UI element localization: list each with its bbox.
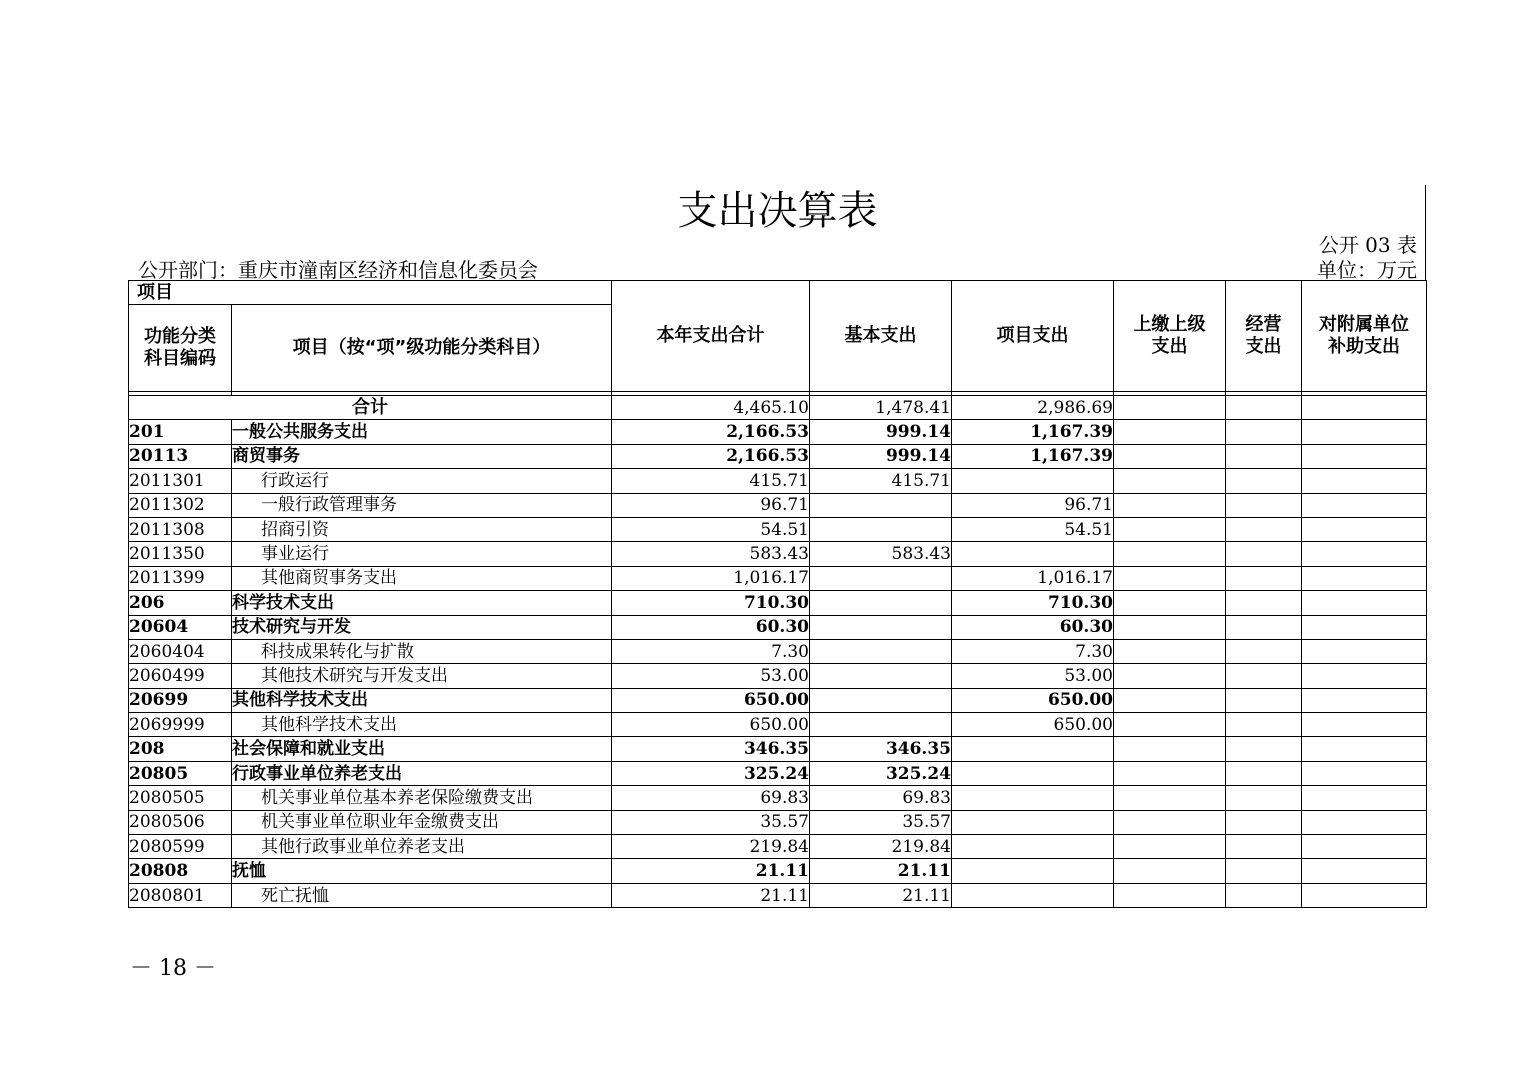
row-total: 53.00 [612,664,810,688]
row-code: 20805 [129,761,232,785]
table-row [129,469,1427,493]
row-upper [1114,859,1226,883]
row-total: 219.84 [612,835,810,859]
row-name: 科技成果转化与扩散 [232,639,612,663]
row-name: 行政事业单位养老支出 [232,761,612,785]
row-basic [810,639,952,663]
row-basic: 999.14 [810,444,952,468]
row-code: 20808 [129,859,232,883]
row-subsidy [1302,761,1427,785]
row-total: 60.30 [612,615,810,639]
row-basic: 35.57 [810,810,952,834]
row-upper [1114,761,1226,785]
row-name: 招商引资 [232,517,612,541]
row-business [1226,737,1302,761]
row-upper [1114,566,1226,590]
row-business [1226,713,1302,737]
row-upper [1114,444,1226,468]
row-business [1226,444,1302,468]
row-project: 60.30 [952,615,1114,639]
table-row [129,517,1427,541]
row-subsidy [1302,810,1427,834]
row-code: 2069999 [129,713,232,737]
row-name: 商贸事务 [232,444,612,468]
row-total: 2,166.53 [612,444,810,468]
table-row [129,761,1427,785]
row-upper [1114,517,1226,541]
row-subsidy [1302,469,1427,493]
row-project [952,859,1114,883]
table-row [129,542,1427,566]
row-total: 21.11 [612,883,810,907]
table-row [129,664,1427,688]
table-row [129,835,1427,859]
row-subsidy [1302,859,1427,883]
row-total: 96.71 [612,493,810,517]
table-row [129,420,1427,444]
row-total: 54.51 [612,517,810,541]
row-subsidy [1302,493,1427,517]
row-business [1226,859,1302,883]
unit-label: 单位：万元 [1317,258,1417,282]
row-name: 其他科学技术支出 [232,688,612,712]
row-basic [810,591,952,615]
row-upper [1114,835,1226,859]
row-name: 机关事业单位基本养老保险缴费支出 [232,786,612,810]
row-subsidy [1302,664,1427,688]
row-basic: 325.24 [810,761,952,785]
row-project: 710.30 [952,591,1114,615]
header-upper-text: 上缴上级支出 [1133,314,1206,357]
row-upper [1114,810,1226,834]
row-subsidy [1302,591,1427,615]
row-code: 2011301 [129,469,232,493]
row-project: 1,167.39 [952,420,1114,444]
row-subsidy [1302,566,1427,590]
page-number: － 18 － [130,956,216,981]
row-basic: 219.84 [810,835,952,859]
row-name: 其他行政事业单位养老支出 [232,835,612,859]
row-code: 2060404 [129,639,232,663]
row-name: 科学技术支出 [232,591,612,615]
row-project [952,883,1114,907]
row-project [952,786,1114,810]
row-subsidy [1302,542,1427,566]
row-subsidy [1302,835,1427,859]
row-basic: 583.43 [810,542,952,566]
row-basic [810,517,952,541]
header-subsidy [1302,281,1427,392]
table-row [129,615,1427,639]
row-upper [1114,542,1226,566]
row-total: 650.00 [612,713,810,737]
row-business [1226,542,1302,566]
row-code: 2011308 [129,517,232,541]
table-number: 公开 03 表 [1318,233,1417,257]
row-name: 死亡抚恤 [232,883,612,907]
row-project: 1,167.39 [952,444,1114,468]
table-row [129,713,1427,737]
row-basic: 346.35 [810,737,952,761]
table-row [129,883,1427,907]
row-business [1226,469,1302,493]
department-label: 公开部门：重庆市潼南区经济和信息化委员会 [138,258,538,282]
table-row [129,859,1427,883]
table-row [129,810,1427,834]
row-subsidy [1302,883,1427,907]
row-upper [1114,591,1226,615]
row-name: 其他商贸事务支出 [232,566,612,590]
row-basic [810,566,952,590]
row-business [1226,591,1302,615]
row-code: 2080505 [129,786,232,810]
row-name: 行政运行 [232,469,612,493]
row-business [1226,688,1302,712]
header-basic: 基本支出 [810,281,952,392]
row-basic [810,688,952,712]
table-row [129,493,1427,517]
row-total: 7.30 [612,639,810,663]
row-business [1226,420,1302,444]
row-upper [1114,713,1226,737]
header-upper [1114,281,1226,392]
row-business [1226,883,1302,907]
header-business-text: 经营支出 [1245,314,1282,357]
row-code: 20604 [129,615,232,639]
row-upper [1114,469,1226,493]
row-total: 2,166.53 [612,420,810,444]
row-upper [1114,737,1226,761]
row-upper [1114,688,1226,712]
row-project: 650.00 [952,713,1114,737]
row-basic: 415.71 [810,469,952,493]
row-basic: 69.83 [810,786,952,810]
row-subsidy [1302,786,1427,810]
table-row [129,639,1427,663]
row-subsidy [1302,615,1427,639]
row-project: 1,016.17 [952,566,1114,590]
header-project: 项目 [129,281,612,305]
row-basic [810,615,952,639]
table-row [129,444,1427,468]
row-total: 346.35 [612,737,810,761]
header-name: 项目（按“项”级功能分类科目） [232,305,612,392]
row-project: 650.00 [952,688,1114,712]
row-code: 201 [129,420,232,444]
row-total: 650.00 [612,688,810,712]
row-business [1226,810,1302,834]
header-total: 本年支出合计 [612,281,810,392]
row-code: 2080506 [129,810,232,834]
total-row [129,396,1427,420]
row-name: 机关事业单位职业年金缴费支出 [232,810,612,834]
table-row [129,566,1427,590]
row-project [952,835,1114,859]
row-code: 2060499 [129,664,232,688]
row-project [952,810,1114,834]
row-code: 2080599 [129,835,232,859]
expenditure-table [128,280,1427,908]
row-project [952,761,1114,785]
row-name: 社会保障和就业支出 [232,737,612,761]
row-name: 一般行政管理事务 [232,493,612,517]
row-business [1226,761,1302,785]
row-total: 35.57 [612,810,810,834]
row-basic: 999.14 [810,420,952,444]
total-label: 合计 [129,396,612,420]
header-code [129,305,232,392]
row-basic: 21.11 [810,883,952,907]
row-code: 2080801 [129,883,232,907]
row-name: 事业运行 [232,542,612,566]
row-subsidy [1302,737,1427,761]
row-basic [810,493,952,517]
row-upper [1114,639,1226,663]
row-upper [1114,664,1226,688]
row-total: 21.11 [612,859,810,883]
row-name: 技术研究与开发 [232,615,612,639]
table-row [129,786,1427,810]
total-project: 2,986.69 [952,396,1114,420]
row-business [1226,664,1302,688]
row-code: 2011302 [129,493,232,517]
row-business [1226,517,1302,541]
page-title: 支出决算表 [677,188,878,234]
row-business [1226,615,1302,639]
row-name: 其他科学技术支出 [232,713,612,737]
row-total: 325.24 [612,761,810,785]
row-subsidy [1302,420,1427,444]
row-name: 一般公共服务支出 [232,420,612,444]
row-total: 415.71 [612,469,810,493]
row-subsidy [1302,713,1427,737]
table-row [129,737,1427,761]
row-name: 其他技术研究与开发支出 [232,664,612,688]
row-project: 54.51 [952,517,1114,541]
row-subsidy [1302,517,1427,541]
table-row [129,688,1427,712]
row-upper [1114,493,1226,517]
row-total: 710.30 [612,591,810,615]
header-business [1226,281,1302,392]
total-sum: 4,465.10 [612,396,810,420]
header-code-text: 功能分类科目编码 [144,326,216,369]
row-basic [810,664,952,688]
row-project [952,469,1114,493]
row-total: 69.83 [612,786,810,810]
row-basic [810,713,952,737]
header-subsidy-text: 对附属单位补助支出 [1319,314,1409,357]
row-subsidy [1302,444,1427,468]
row-code: 20113 [129,444,232,468]
row-business [1226,639,1302,663]
row-name: 抚恤 [232,859,612,883]
row-project: 96.71 [952,493,1114,517]
header-project-expenditure: 项目支出 [952,281,1114,392]
row-total: 583.43 [612,542,810,566]
row-code: 208 [129,737,232,761]
row-subsidy [1302,639,1427,663]
row-business [1226,493,1302,517]
row-business [1226,835,1302,859]
row-project: 7.30 [952,639,1114,663]
row-code: 2011350 [129,542,232,566]
row-business [1226,786,1302,810]
row-upper [1114,420,1226,444]
row-project [952,737,1114,761]
row-business [1226,566,1302,590]
table-row [129,591,1427,615]
row-upper [1114,615,1226,639]
row-code: 20699 [129,688,232,712]
row-code: 2011399 [129,566,232,590]
row-project [952,542,1114,566]
row-upper [1114,883,1226,907]
total-basic: 1,478.41 [810,396,952,420]
row-project: 53.00 [952,664,1114,688]
row-basic: 21.11 [810,859,952,883]
row-code: 206 [129,591,232,615]
row-upper [1114,786,1226,810]
row-total: 1,016.17 [612,566,810,590]
row-subsidy [1302,688,1427,712]
